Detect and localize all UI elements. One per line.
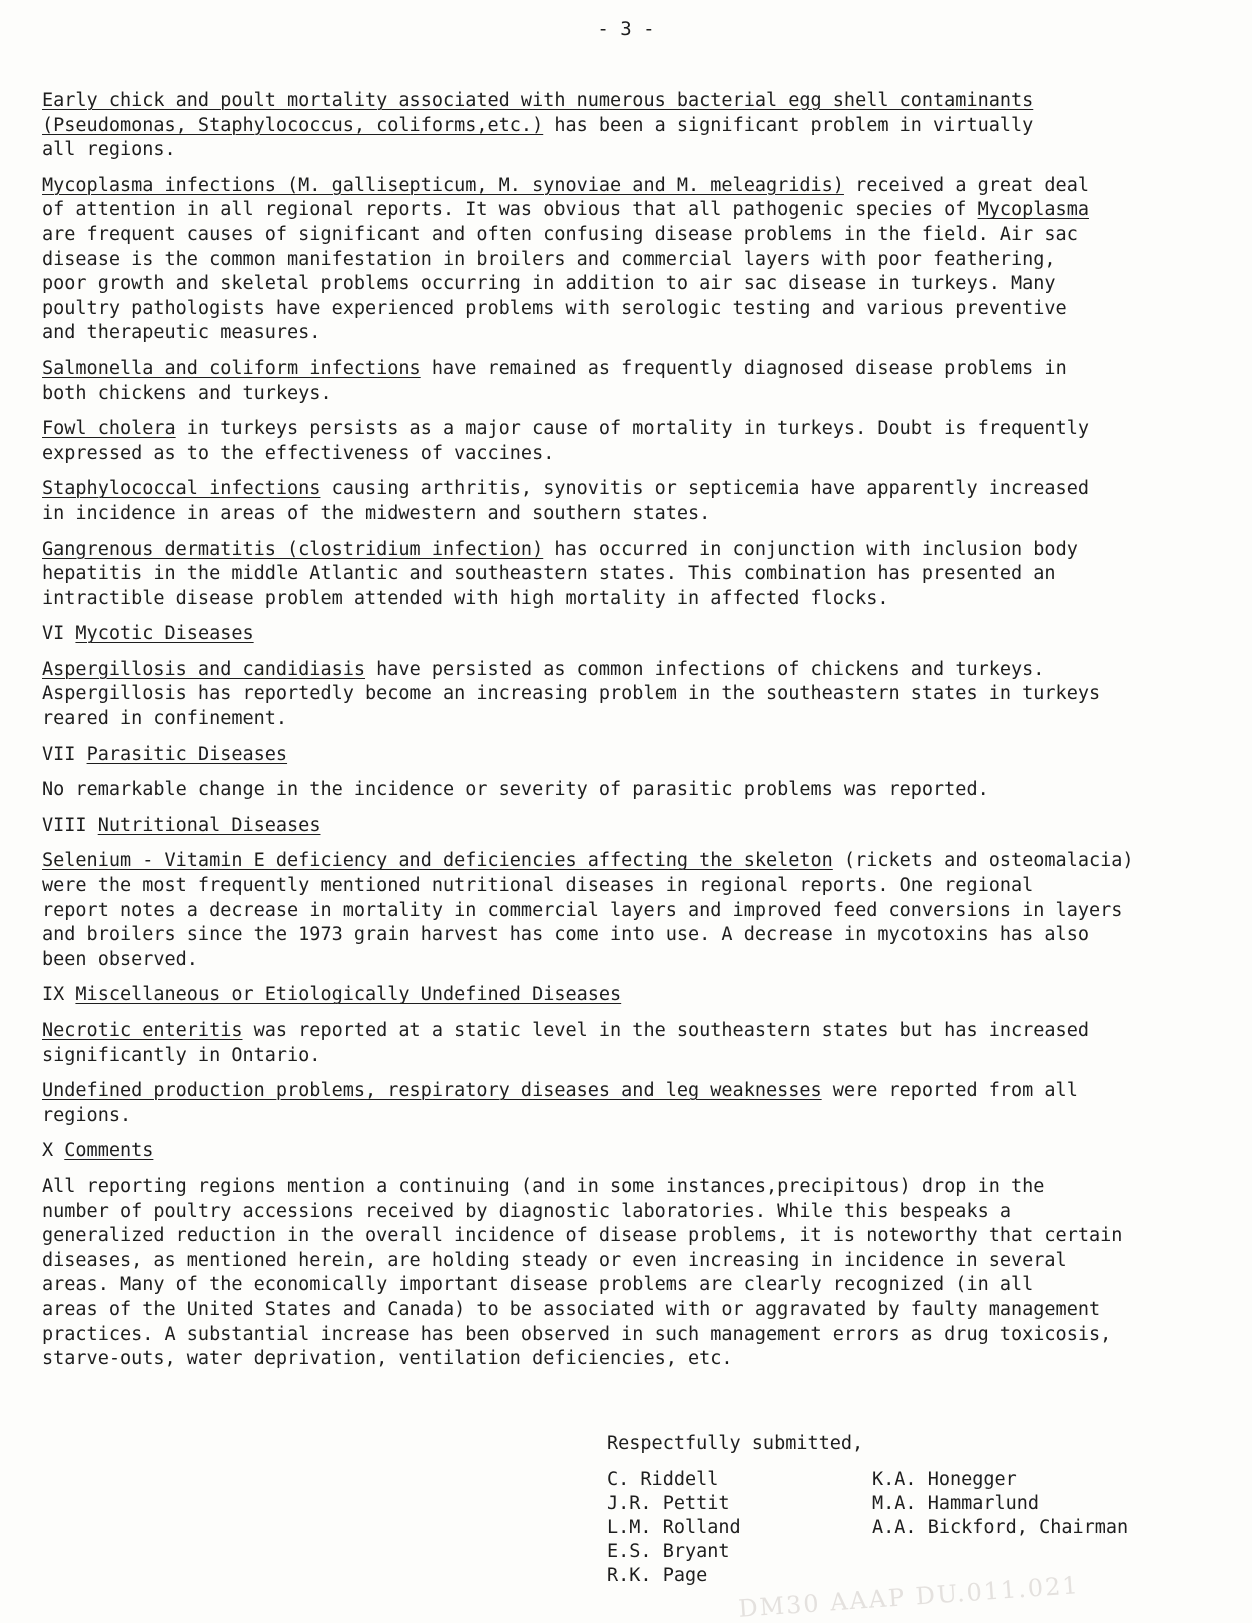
paragraph-text: reared in confinement. <box>42 708 288 730</box>
paragraph-text: disease is the common manifestation in broilers and commercial layers with poor feathering, <box>42 248 1056 270</box>
paragraph-staphylococcal <box>42 477 1252 526</box>
paragraph-text: received a great deal <box>843 174 1089 196</box>
signatory-name: E.S. Bryant <box>607 1541 730 1562</box>
section-title: Parasitic Diseases <box>86 743 288 765</box>
underlined-topic: Staphylococcal infections <box>42 478 321 500</box>
paragraph-text: No remarkable change in the incidence or severity of parasitic problems was reported. <box>42 779 989 801</box>
paragraph-text: All reporting regions mention a continuing (and in some instances,precipitous) drop in the <box>42 1175 1045 1197</box>
paragraph-selenium <box>42 849 1252 972</box>
underlined-topic: Necrotic enteritis <box>42 1020 243 1041</box>
paragraph-text: all regions. <box>42 139 176 161</box>
section-heading-nutritional <box>42 814 1252 839</box>
signatory-name: R.K. Page <box>607 1565 708 1586</box>
section-heading-parasitic <box>42 743 1252 768</box>
section-number: VII <box>42 743 87 765</box>
underlined-topic: (Pseudomonas, Staphylococcus, coliforms,etc.) <box>42 114 544 136</box>
section-title: Miscellaneous or Etiologically Undefined Diseases <box>75 984 622 1006</box>
signatory-name: J.R. Pettit <box>607 1493 730 1514</box>
paragraph-text: are frequent causes of significant and often confusing disease problems in the field. Air sac <box>42 223 1078 245</box>
paragraph-fowl-cholera <box>42 417 1252 466</box>
signatory-name: C. Riddell <box>607 1469 719 1490</box>
paragraph-text: diseases, as mentioned herein, are holding steady or even increasing in incidence in several <box>42 1249 1067 1271</box>
closing-line: Respectfully submitted, <box>607 1433 864 1454</box>
paragraph-text: hepatitis in the middle Atlantic and southeastern states. This combination has presented an <box>42 563 1056 585</box>
signatory-name: L.M. Rolland <box>607 1517 741 1538</box>
paragraph-text: in turkeys persists as a major cause of mortality in turkeys. Doubt is frequently <box>175 418 1089 440</box>
archive-stamp: DM30 AAAP DU.011.021 <box>737 1571 1081 1623</box>
section-heading-mycotic <box>42 622 1252 647</box>
section-heading-miscellaneous <box>42 983 1252 1008</box>
paragraph-text: has occurred in conjunction with inclusion body <box>543 538 1078 560</box>
paragraph-text: expressed as to the effectiveness of vaccines. <box>42 442 555 464</box>
paragraph-text: have persisted as common infections of chickens and turkeys. <box>365 658 1045 680</box>
paragraph-text: significantly in Ontario. <box>42 1044 321 1066</box>
section-title: Nutritional Diseases <box>97 814 321 836</box>
underlined-topic: Early chick and poult mortality associated with numerous bacterial egg shell contaminants <box>42 90 1034 111</box>
underlined-topic: Selenium - Vitamin E deficiency and deficiencies affecting the skeleton <box>42 850 833 872</box>
paragraph-text: of attention in all regional reports. It was obvious that all pathogenic species of <box>42 199 978 221</box>
signatory-name: A.A. Bickford, Chairman <box>872 1517 1129 1538</box>
paragraph-text: intractible disease problem attended with high mortality in affected flocks. <box>42 587 889 609</box>
paragraph-text: areas of the United States and Canada) to be associated with or aggravated by faulty management <box>42 1298 1101 1320</box>
paragraph-text: Aspergillosis has reportedly become an increasing problem in the southeastern states in turkeys <box>42 683 1101 705</box>
paragraph-aspergillosis <box>42 658 1252 732</box>
paragraph-undefined-problems <box>42 1079 1252 1128</box>
paragraph-text: generalized reduction in the overall incidence of disease problems, it is noteworthy that certain <box>42 1225 1123 1247</box>
signatory-name: M.A. Hammarlund <box>872 1493 1040 1514</box>
underlined-topic: Mycoplasma <box>977 199 1089 221</box>
paragraph-text: report notes a decrease in mortality in commercial layers and improved feed conversions in layers <box>42 899 1123 921</box>
page-number: - 3 - <box>597 18 655 40</box>
paragraph-parasitic <box>42 778 1252 803</box>
paragraph-text: been observed. <box>42 948 198 970</box>
signatories-left <box>607 1468 872 1588</box>
paragraph-text: practices. A substantial increase has been observed in such management errors as drug toxicosis, <box>42 1323 1112 1345</box>
section-number: VI <box>42 623 76 645</box>
underlined-topic: Mycoplasma infections (M. gallisepticum, M. synoviae and M. meleagridis) <box>42 174 844 196</box>
paragraph-text: were the most frequently mentioned nutritional diseases in regional reports. One regional <box>42 875 1034 897</box>
underlined-topic: Gangrenous dermatitis (clostridium infection) <box>42 538 544 560</box>
paragraph-mycoplasma <box>42 174 1252 346</box>
section-number: IX <box>42 984 76 1006</box>
signatories-right <box>872 1468 1137 1588</box>
paragraph-text: areas. Many of the economically important disease problems are clearly recognized (in all <box>42 1274 1034 1296</box>
report-body <box>42 89 1252 1383</box>
paragraph-text: causing arthritis, synovitis or septicemia have apparently increased <box>320 478 1089 500</box>
underlined-topic: Aspergillosis and candidiasis <box>42 658 366 680</box>
paragraph-salmonella <box>42 357 1252 406</box>
underlined-topic: Fowl cholera <box>42 418 176 440</box>
section-number: X <box>42 1140 65 1162</box>
section-number: VIII <box>42 814 98 836</box>
section-title: Mycotic Diseases <box>75 623 254 645</box>
paragraph-text: starve-outs, water deprivation, ventilation deficiencies, etc. <box>42 1348 733 1370</box>
paragraph-text: have remained as frequently diagnosed disease problems in <box>420 357 1067 379</box>
section-heading-comments <box>42 1139 1252 1164</box>
paragraph-text: regions. <box>42 1104 132 1126</box>
paragraph-text: both chickens and turkeys. <box>42 382 332 404</box>
paragraph-comments <box>42 1175 1252 1372</box>
underlined-topic: Undefined production problems, respiratory diseases and leg weaknesses <box>42 1080 822 1102</box>
signatory-name: K.A. Honegger <box>872 1469 1017 1490</box>
paragraph-text: in incidence in areas of the midwestern and southern states. <box>42 502 711 524</box>
paragraph-necrotic-enteritis <box>42 1019 1252 1068</box>
paragraph-text: poultry pathologists have experienced problems with serologic testing and various preventive <box>42 297 1067 319</box>
paragraph-text: has been a significant problem in virtually <box>543 114 1034 136</box>
paragraph-text: poor growth and skeletal problems occurring in addition to air sac disease in turkeys. Many <box>42 273 1056 295</box>
signature-block <box>607 1432 1137 1588</box>
paragraph-text: number of poultry accessions received by diagnostic laboratories. While this bespeaks a <box>42 1200 1012 1222</box>
paragraph-egg-shell-contaminants <box>42 89 1252 163</box>
paragraph-gangrenous-dermatitis <box>42 538 1252 612</box>
paragraph-text: was reported at a static level in the southeastern states but has increased <box>242 1020 1089 1041</box>
paragraph-text: (rickets and osteomalacia) <box>832 850 1134 872</box>
underlined-topic: Salmonella and coliform infections <box>42 357 421 379</box>
paragraph-text: and therapeutic measures. <box>42 322 321 344</box>
section-title: Comments <box>64 1140 154 1162</box>
paragraph-text: and broilers since the 1973 grain harvest has come into use. A decrease in mycotoxins has also <box>42 924 1089 946</box>
paragraph-text: were reported from all <box>821 1080 1078 1102</box>
